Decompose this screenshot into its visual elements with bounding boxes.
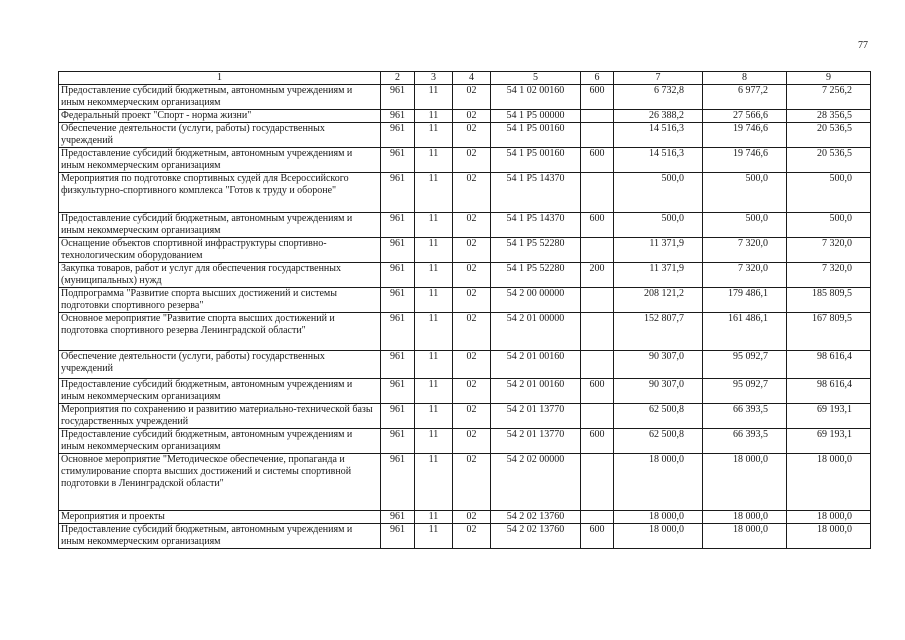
col3-cell: 11 xyxy=(415,110,453,123)
col4-cell: 02 xyxy=(453,379,491,404)
amount-col9-cell: 98 616,4 xyxy=(787,379,871,404)
expense-type-cell xyxy=(581,123,614,148)
amount-col8-cell: 500,0 xyxy=(703,173,787,213)
col3-cell: 11 xyxy=(415,404,453,429)
amount-col8-cell: 95 092,7 xyxy=(703,379,787,404)
column-header: 3 xyxy=(415,72,453,85)
amount-col9-cell: 185 809,5 xyxy=(787,288,871,313)
col2-cell: 961 xyxy=(381,263,415,288)
expense-type-cell xyxy=(581,238,614,263)
expense-type-cell xyxy=(581,351,614,379)
col4-cell: 02 xyxy=(453,263,491,288)
amount-col8-cell: 95 092,7 xyxy=(703,351,787,379)
amount-col9-cell: 20 536,5 xyxy=(787,148,871,173)
table-row xyxy=(59,313,871,351)
row-name-cell: Предоставление субсидий бюджетным, автономным учреждениям и иным некоммерческим организациям xyxy=(59,524,381,549)
col4-cell: 02 xyxy=(453,288,491,313)
col2-cell: 961 xyxy=(381,110,415,123)
amount-col8-cell: 7 320,0 xyxy=(703,238,787,263)
expense-type-cell xyxy=(581,511,614,524)
expense-type-cell: 200 xyxy=(581,263,614,288)
budget-table xyxy=(58,71,871,549)
col3-cell: 11 xyxy=(415,85,453,110)
col3-cell: 11 xyxy=(415,288,453,313)
column-header: 4 xyxy=(453,72,491,85)
table-body xyxy=(59,85,871,549)
target-code-cell: 54 1 P5 14370 xyxy=(491,173,581,213)
expense-type-cell: 600 xyxy=(581,148,614,173)
table-row xyxy=(59,379,871,404)
target-code-cell: 54 2 02 00000 xyxy=(491,454,581,511)
amount-col9-cell: 18 000,0 xyxy=(787,454,871,511)
row-name-cell: Предоставление субсидий бюджетным, автономным учреждениям и иным некоммерческим организациям xyxy=(59,213,381,238)
target-code-cell: 54 2 01 13770 xyxy=(491,429,581,454)
amount-col9-cell: 500,0 xyxy=(787,173,871,213)
col2-cell: 961 xyxy=(381,511,415,524)
amount-col9-cell: 500,0 xyxy=(787,213,871,238)
table-row xyxy=(59,148,871,173)
col4-cell: 02 xyxy=(453,454,491,511)
col2-cell: 961 xyxy=(381,238,415,263)
amount-col8-cell: 161 486,1 xyxy=(703,313,787,351)
amount-col7-cell: 26 388,2 xyxy=(614,110,703,123)
col3-cell: 11 xyxy=(415,429,453,454)
amount-col9-cell: 28 356,5 xyxy=(787,110,871,123)
amount-col8-cell: 179 486,1 xyxy=(703,288,787,313)
column-header: 8 xyxy=(703,72,787,85)
expense-type-cell xyxy=(581,454,614,511)
expense-type-cell xyxy=(581,404,614,429)
col3-cell: 11 xyxy=(415,213,453,238)
row-name-cell: Предоставление субсидий бюджетным, автономным учреждениям и иным некоммерческим организациям xyxy=(59,429,381,454)
amount-col8-cell: 7 320,0 xyxy=(703,263,787,288)
amount-col7-cell: 500,0 xyxy=(614,173,703,213)
amount-col9-cell: 20 536,5 xyxy=(787,123,871,148)
col4-cell: 02 xyxy=(453,313,491,351)
table-row xyxy=(59,263,871,288)
table-row xyxy=(59,351,871,379)
amount-col7-cell: 18 000,0 xyxy=(614,511,703,524)
row-name-cell: Федеральный проект "Спорт - норма жизни" xyxy=(59,110,381,123)
table-row xyxy=(59,524,871,549)
amount-col9-cell: 7 256,2 xyxy=(787,85,871,110)
col3-cell: 11 xyxy=(415,148,453,173)
amount-col8-cell: 18 000,0 xyxy=(703,454,787,511)
amount-col7-cell: 62 500,8 xyxy=(614,429,703,454)
amount-col8-cell: 66 393,5 xyxy=(703,429,787,454)
amount-col7-cell: 11 371,9 xyxy=(614,238,703,263)
col3-cell: 11 xyxy=(415,524,453,549)
table-row xyxy=(59,110,871,123)
table-row xyxy=(59,173,871,213)
row-name-cell: Предоставление субсидий бюджетным, автономным учреждениям и иным некоммерческим организациям xyxy=(59,85,381,110)
amount-col7-cell: 18 000,0 xyxy=(614,524,703,549)
table-row xyxy=(59,511,871,524)
col2-cell: 961 xyxy=(381,404,415,429)
col2-cell: 961 xyxy=(381,173,415,213)
amount-col9-cell: 69 193,1 xyxy=(787,404,871,429)
col3-cell: 11 xyxy=(415,313,453,351)
col4-cell: 02 xyxy=(453,429,491,454)
table-row xyxy=(59,238,871,263)
amount-col8-cell: 27 566,6 xyxy=(703,110,787,123)
expense-type-cell xyxy=(581,313,614,351)
amount-col7-cell: 152 807,7 xyxy=(614,313,703,351)
amount-col8-cell: 66 393,5 xyxy=(703,404,787,429)
amount-col8-cell: 500,0 xyxy=(703,213,787,238)
table-row xyxy=(59,288,871,313)
amount-col7-cell: 11 371,9 xyxy=(614,263,703,288)
row-name-cell: Предоставление субсидий бюджетным, автономным учреждениям и иным некоммерческим организациям xyxy=(59,148,381,173)
col3-cell: 11 xyxy=(415,379,453,404)
row-name-cell: Основное мероприятие "Развитие спорта высших достижений и подготовка спортивного резерва Ленинградской области" xyxy=(59,313,381,351)
target-code-cell: 54 1 P5 52280 xyxy=(491,263,581,288)
col4-cell: 02 xyxy=(453,511,491,524)
column-header: 2 xyxy=(381,72,415,85)
amount-col8-cell: 18 000,0 xyxy=(703,511,787,524)
col2-cell: 961 xyxy=(381,524,415,549)
amount-col7-cell: 18 000,0 xyxy=(614,454,703,511)
amount-col9-cell: 18 000,0 xyxy=(787,511,871,524)
amount-col7-cell: 6 732,8 xyxy=(614,85,703,110)
col2-cell: 961 xyxy=(381,454,415,511)
amount-col9-cell: 69 193,1 xyxy=(787,429,871,454)
amount-col7-cell: 208 121,2 xyxy=(614,288,703,313)
column-header: 9 xyxy=(787,72,871,85)
table-row xyxy=(59,454,871,511)
amount-col8-cell: 19 746,6 xyxy=(703,148,787,173)
target-code-cell: 54 1 P5 52280 xyxy=(491,238,581,263)
col4-cell: 02 xyxy=(453,110,491,123)
expense-type-cell: 600 xyxy=(581,85,614,110)
amount-col9-cell: 7 320,0 xyxy=(787,238,871,263)
target-code-cell: 54 2 01 00160 xyxy=(491,351,581,379)
amount-col7-cell: 14 516,3 xyxy=(614,123,703,148)
table-row xyxy=(59,85,871,110)
table-row xyxy=(59,429,871,454)
amount-col7-cell: 500,0 xyxy=(614,213,703,238)
amount-col8-cell: 18 000,0 xyxy=(703,524,787,549)
row-name-cell: Обеспечение деятельности (услуги, работы) государственных учреждений xyxy=(59,351,381,379)
col2-cell: 961 xyxy=(381,85,415,110)
target-code-cell: 54 2 02 13760 xyxy=(491,524,581,549)
amount-col8-cell: 19 746,6 xyxy=(703,123,787,148)
col4-cell: 02 xyxy=(453,213,491,238)
col4-cell: 02 xyxy=(453,238,491,263)
column-header: 7 xyxy=(614,72,703,85)
col4-cell: 02 xyxy=(453,123,491,148)
col2-cell: 961 xyxy=(381,123,415,148)
row-name-cell: Мероприятия и проекты xyxy=(59,511,381,524)
col2-cell: 961 xyxy=(381,379,415,404)
col3-cell: 11 xyxy=(415,511,453,524)
row-name-cell: Мероприятия по сохранению и развитию материально-технической базы государственных учреждений xyxy=(59,404,381,429)
col2-cell: 961 xyxy=(381,351,415,379)
col2-cell: 961 xyxy=(381,213,415,238)
target-code-cell: 54 2 01 00160 xyxy=(491,379,581,404)
page-number: 77 xyxy=(858,40,868,51)
col2-cell: 961 xyxy=(381,148,415,173)
row-name-cell: Основное мероприятие "Методическое обеспечение, пропаганда и стимулирование спорта высших достижений и системы спортивной подготовки в Ленинградской области" xyxy=(59,454,381,511)
target-code-cell: 54 2 02 13760 xyxy=(491,511,581,524)
col3-cell: 11 xyxy=(415,123,453,148)
target-code-cell: 54 1 P5 00160 xyxy=(491,123,581,148)
amount-col9-cell: 7 320,0 xyxy=(787,263,871,288)
col3-cell: 11 xyxy=(415,454,453,511)
col3-cell: 11 xyxy=(415,173,453,213)
row-name-cell: Предоставление субсидий бюджетным, автономным учреждениям и иным некоммерческим организациям xyxy=(59,379,381,404)
col2-cell: 961 xyxy=(381,429,415,454)
column-header: 6 xyxy=(581,72,614,85)
col4-cell: 02 xyxy=(453,524,491,549)
row-name-cell: Мероприятия по подготовке спортивных судей для Всероссийского физкультурно-спортивного комплекса "Готов к труду и обороне" xyxy=(59,173,381,213)
row-name-cell: Подпрограмма "Развитие спорта высших достижений и системы подготовки спортивного резерва" xyxy=(59,288,381,313)
col3-cell: 11 xyxy=(415,238,453,263)
amount-col9-cell: 98 616,4 xyxy=(787,351,871,379)
amount-col9-cell: 167 809,5 xyxy=(787,313,871,351)
expense-type-cell: 600 xyxy=(581,379,614,404)
amount-col7-cell: 90 307,0 xyxy=(614,351,703,379)
col3-cell: 11 xyxy=(415,351,453,379)
col3-cell: 11 xyxy=(415,263,453,288)
col4-cell: 02 xyxy=(453,148,491,173)
col2-cell: 961 xyxy=(381,313,415,351)
column-header: 1 xyxy=(59,72,381,85)
amount-col9-cell: 18 000,0 xyxy=(787,524,871,549)
target-code-cell: 54 1 P5 00160 xyxy=(491,148,581,173)
row-name-cell: Закупка товаров, работ и услуг для обеспечения государственных (муниципальных) нужд xyxy=(59,263,381,288)
amount-col7-cell: 62 500,8 xyxy=(614,404,703,429)
table-row xyxy=(59,213,871,238)
row-name-cell: Обеспечение деятельности (услуги, работы) государственных учреждений xyxy=(59,123,381,148)
amount-col7-cell: 14 516,3 xyxy=(614,148,703,173)
expense-type-cell xyxy=(581,288,614,313)
col4-cell: 02 xyxy=(453,404,491,429)
row-name-cell: Оснащение объектов спортивной инфраструктуры спортивно-технологическим оборудованием xyxy=(59,238,381,263)
column-header: 5 xyxy=(491,72,581,85)
col4-cell: 02 xyxy=(453,173,491,213)
header-row xyxy=(59,72,871,85)
amount-col8-cell: 6 977,2 xyxy=(703,85,787,110)
col4-cell: 02 xyxy=(453,351,491,379)
expense-type-cell: 600 xyxy=(581,524,614,549)
target-code-cell: 54 2 00 00000 xyxy=(491,288,581,313)
expense-type-cell: 600 xyxy=(581,429,614,454)
target-code-cell: 54 2 01 00000 xyxy=(491,313,581,351)
col2-cell: 961 xyxy=(381,288,415,313)
expense-type-cell: 600 xyxy=(581,213,614,238)
target-code-cell: 54 2 01 13770 xyxy=(491,404,581,429)
table-row xyxy=(59,404,871,429)
amount-col7-cell: 90 307,0 xyxy=(614,379,703,404)
target-code-cell: 54 1 P5 00000 xyxy=(491,110,581,123)
target-code-cell: 54 1 02 00160 xyxy=(491,85,581,110)
expense-type-cell xyxy=(581,173,614,213)
target-code-cell: 54 1 P5 14370 xyxy=(491,213,581,238)
expense-type-cell xyxy=(581,110,614,123)
col4-cell: 02 xyxy=(453,85,491,110)
table-row xyxy=(59,123,871,148)
